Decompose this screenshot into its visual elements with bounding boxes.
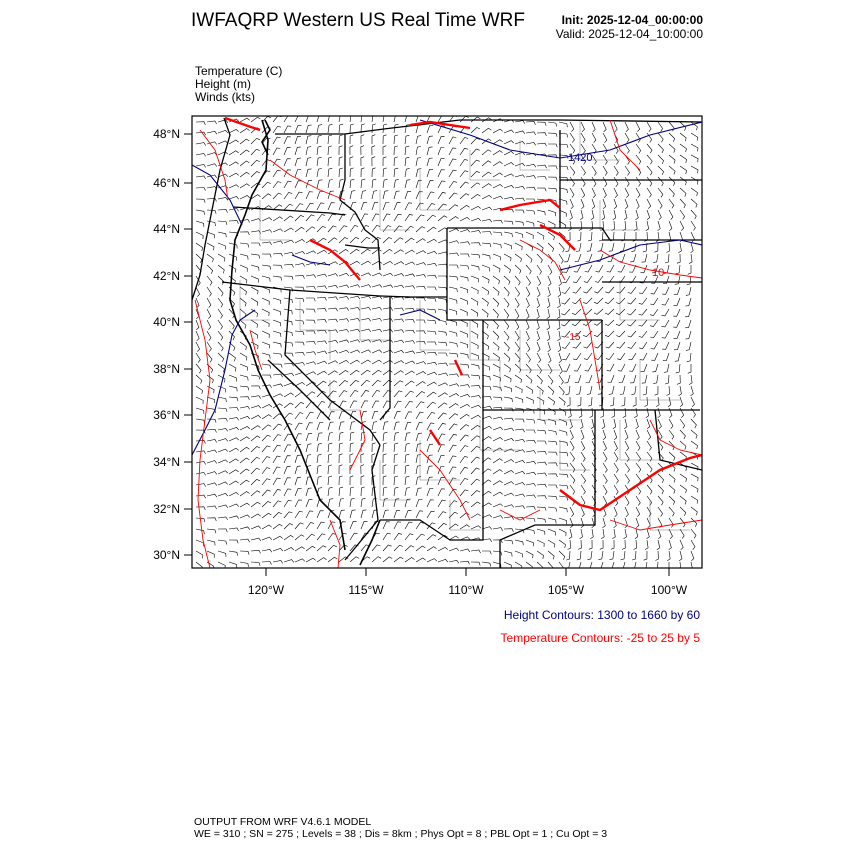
- height-contours-legend: Height Contours: 1300 to 1660 by 60: [503, 608, 700, 622]
- footer-model-line: OUTPUT FROM WRF V4.6.1 MODEL: [194, 816, 372, 828]
- lat-tick-label: 32°N: [153, 502, 180, 516]
- lat-tick-label: 30°N: [153, 548, 180, 562]
- temperature-contours-legend: Temperature Contours: -25 to 25 by 5: [500, 631, 700, 645]
- lat-tick-label: 38°N: [153, 362, 180, 376]
- wind-barb-paths: [196, 113, 698, 572]
- latitude-axis: [184, 134, 192, 555]
- lat-tick-label: 42°N: [153, 269, 180, 283]
- lat-tick-label: 34°N: [153, 455, 180, 469]
- init-time: Init: 2025-12-04_00:00:00: [561, 13, 703, 27]
- temperature-contour-lines: [195, 120, 702, 568]
- longitude-axis: [266, 568, 669, 576]
- temperature-contour-label: 10: [652, 267, 665, 279]
- temperature-contour-label-2: -15: [566, 332, 581, 343]
- lon-tick-label: 115°W: [348, 583, 384, 597]
- lat-tick-label: 48°N: [153, 127, 180, 141]
- field-label-winds: Winds (kts): [195, 90, 255, 104]
- height-contour-label: 1420: [568, 152, 593, 164]
- field-label-temperature: Temperature (C): [195, 64, 283, 78]
- lon-tick-label: 100°W: [650, 583, 688, 597]
- lon-tick-label: 120°W: [247, 583, 285, 597]
- valid-time: Valid: 2025-12-04_10:00:00: [555, 27, 703, 41]
- lat-tick-label: 44°N: [153, 222, 180, 236]
- footer-config-line: WE = 310 ; SN = 275 ; Levels = 38 ; Dis = 8km ; Phys Opt = 8 ; PBL Opt = 1 ; Cu Opt = 3: [194, 828, 608, 840]
- page-title: IWFAQRP Western US Real Time WRF: [191, 10, 525, 31]
- field-label-height: Height (m): [195, 77, 252, 91]
- lat-tick-label: 46°N: [153, 176, 180, 190]
- lon-tick-label: 110°W: [448, 583, 484, 597]
- lat-tick-label: 40°N: [153, 315, 180, 329]
- wind-barbs: [196, 113, 698, 572]
- lat-tick-label: 36°N: [153, 408, 180, 422]
- state-borders: [192, 118, 702, 570]
- plot-frame: [192, 116, 702, 568]
- lon-tick-label: 105°W: [547, 583, 585, 597]
- temperature-contour-heavy: [225, 118, 702, 510]
